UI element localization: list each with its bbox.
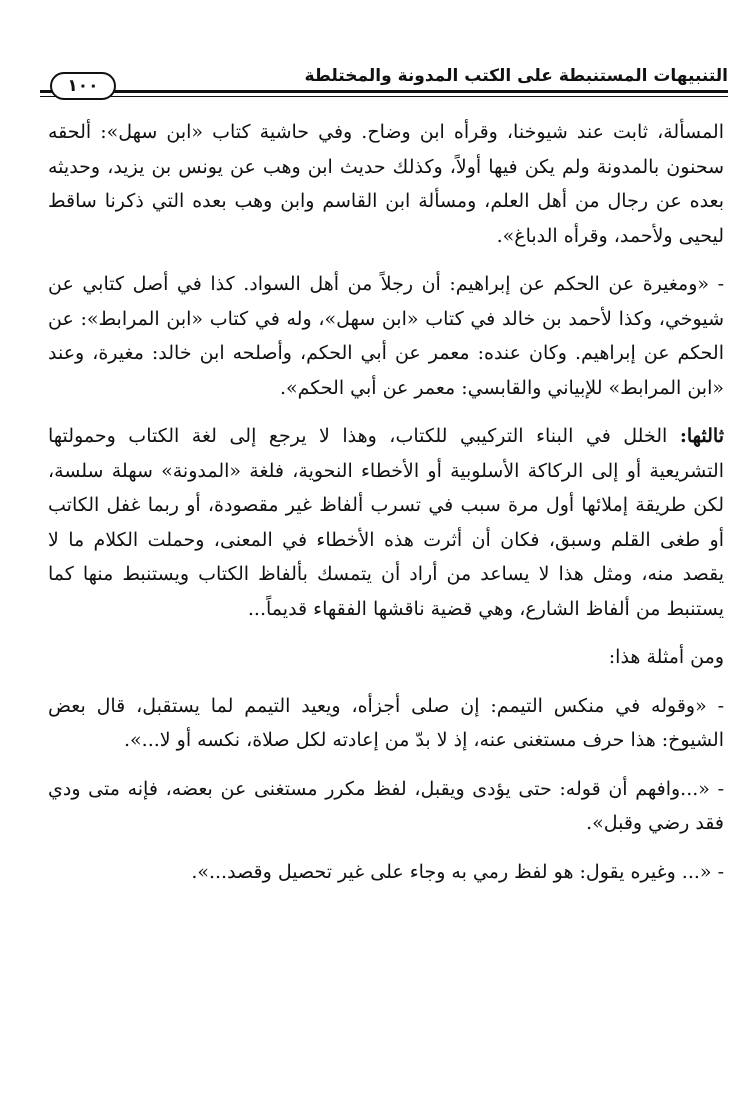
header-rule-thin: [40, 96, 728, 97]
paragraph-7: - «... وغيره يقول: هو لفظ رمي به وجاء على غير تحصيل وقصد...».: [191, 860, 724, 883]
paragraph-3-text: الخلل في البناء التركيبي للكتاب، وهذا لا يرجع إلى لغة الكتاب وحمولتها التشريعية أو إلى الركاكة الأسلوبية أو الأخطاء النحوية، فلغة «المدونة» سهلة سلسة، لكن طريقة إملائها أول مرة سبب في تسرب ألفاظ غير مقصودة، أو ربما غفل الكاتب أو طغى القلم وسبق، فكان أن أثرت هذه الأخطاء في المعنى، وحملت الكلام ما لا يقصد منه، ومثل هذا لا يساعد من أراد أن يتمسك بألفاظ الكتاب ويستنبط منها كما يستنبط من ألفاظ الشارع، وهي قضية ناقشها الفقهاء قديماً...: [48, 425, 724, 620]
paragraph-6: - «...وافهم أن قوله: حتى يؤدى ويقبل، لفظ مكرر مستغنى عن بعضه، فإنه متى ودي فقد رضي وقبل».: [48, 777, 724, 834]
page-body: [48, 115, 724, 903]
paragraph-1: المسألة، ثابت عند شيوخنا، وقرأه ابن وضاح. وفي حاشية كتاب «ابن سهل»: ألحقه سحنون بالمدونة ولم يكن فيها أولاً، وكذلك حديث ابن وهب عن يونس بن يزيد، وحديثه بعده عن رجال من أهل العلم، ومسألة ابن القاسم وابن وهب بعده التي ذكرنا ساقط ليحيى ولأحمد، وقرأه الدباغ».: [48, 121, 724, 247]
paragraph-2: - «ومغيرة عن الحكم عن إبراهيم: أن رجلاً من أهل السواد. كذا في أصل كتابي عن شيوخي، وكذا لأحمد بن خالد في كتاب «ابن سهل»، وله في كتاب «ابن المرابط»: عن الحكم عن إبراهيم. وكان عنده: معمر عن أبي الحكم، وأصلحه ابن خالد: مغيرة، وعند «ابن المرابط» للإبياني والقابسي: معمر عن أبي الحكم».: [48, 273, 725, 399]
page-header: [40, 62, 728, 102]
paragraph-4: ومن أمثلة هذا:: [608, 646, 724, 668]
page-number: ١٠٠: [50, 72, 116, 100]
paragraph-5: - «وقوله في منكس التيمم: إن صلى أجزأه، ويعيد التيمم لما يستقبل، قال بعض الشيوخ: هذا حرف مستغنى عنه، إذ لا بدّ من إعادته لكل صلاة، نكسه أو لا...».: [48, 694, 724, 751]
paragraph-3: [48, 419, 724, 626]
paragraph-3-lead: ثالثها:: [679, 425, 724, 447]
header-rule-thick: [40, 90, 728, 93]
running-title: التنبيهات المستنبطة على الكتب المدونة والمختلطة: [304, 66, 728, 86]
